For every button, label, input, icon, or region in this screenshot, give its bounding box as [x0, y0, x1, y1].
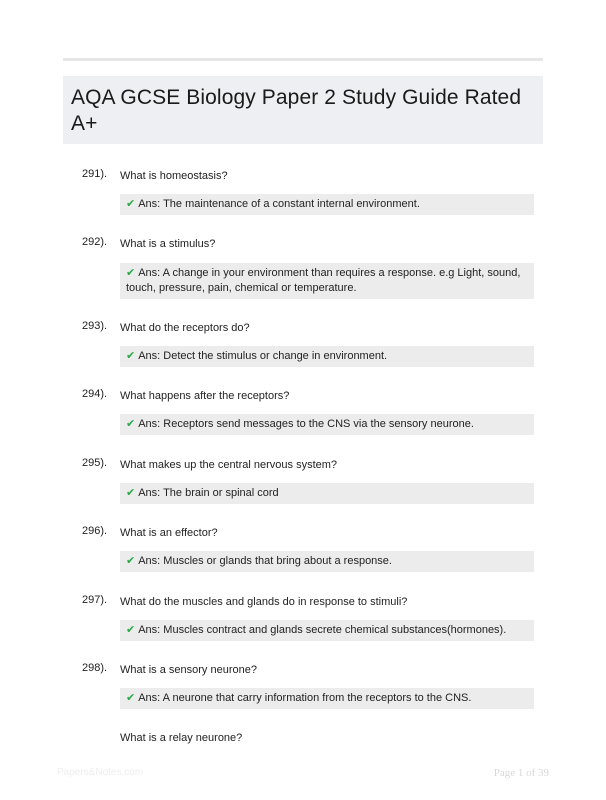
top-divider	[63, 58, 543, 61]
question-number: 291).	[82, 168, 108, 180]
question-number: 294).	[82, 388, 108, 400]
answer-text: Ans: The maintenance of a constant internal environment.	[138, 198, 420, 210]
checkmark-icon: ✔	[126, 350, 136, 362]
answer-text: Ans: Muscles or glands that bring about a response.	[138, 555, 392, 567]
answer-text: Ans: Muscles contract and glands secrete chemical substances(hormones).	[138, 624, 507, 636]
answer-text: Ans: A neurone that carry information from the receptors to the CNS.	[138, 692, 472, 704]
question-text: What do the receptors do?	[120, 322, 250, 334]
checkmark-icon: ✔	[126, 487, 136, 499]
question-text: What is homeostasis?	[120, 170, 228, 182]
question-number: 297).	[82, 594, 108, 606]
document-title: AQA GCSE Biology Paper 2 Study Guide Rated A+	[71, 86, 522, 135]
checkmark-icon: ✔	[126, 198, 136, 210]
checkmark-icon: ✔	[126, 555, 136, 567]
answer-box	[120, 551, 534, 572]
answer-text: Ans: The brain or spinal cord	[138, 487, 279, 499]
question-text: What is a sensory neurone?	[120, 664, 257, 676]
question-text: What makes up the central nervous system?	[120, 459, 338, 471]
answer-text: Ans: Detect the stimulus or change in environment.	[138, 350, 388, 362]
page-number: Page 1 of 39	[493, 767, 549, 779]
checkmark-icon: ✔	[126, 692, 136, 704]
question-number: 293).	[82, 320, 108, 332]
answer-box	[120, 483, 534, 504]
answer-box	[120, 346, 534, 367]
title-banner	[63, 76, 543, 144]
answer-text: Ans: Receptors send messages to the CNS via the sensory neurone.	[138, 418, 474, 430]
question-number: 296).	[82, 525, 108, 537]
answer-text: Ans: A change in your environment than requires a response. e.g Light, sound, touch, pressure, pain, chemical or temperature.	[126, 267, 521, 294]
answer-box	[120, 688, 534, 709]
question-text: What is a stimulus?	[120, 238, 216, 250]
checkmark-icon: ✔	[126, 624, 136, 636]
answer-box	[120, 620, 534, 641]
answer-box	[120, 414, 534, 435]
checkmark-icon: ✔	[126, 418, 136, 430]
question-number: 298).	[82, 662, 108, 674]
question-text: What happens after the receptors?	[120, 390, 290, 402]
checkmark-icon: ✔	[126, 267, 136, 279]
question-text: What do the muscles and glands do in response to stimuli?	[120, 596, 408, 608]
footer-watermark: Papers&Notes.com	[57, 767, 144, 778]
question-text: What is a relay neurone?	[120, 732, 243, 744]
question-number: 295).	[82, 457, 108, 469]
answer-box	[120, 263, 534, 299]
question-text: What is an effector?	[120, 527, 218, 539]
answer-box	[120, 194, 534, 215]
question-number: 292).	[82, 236, 108, 248]
